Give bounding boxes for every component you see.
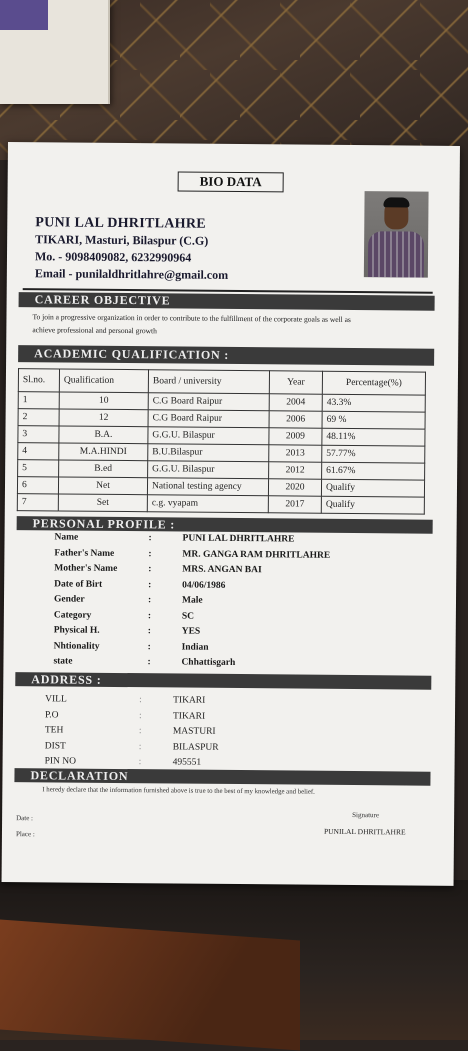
address-row <box>45 708 219 725</box>
address-value: TIKARI <box>173 695 206 706</box>
table-cell: 43.3% <box>322 394 425 412</box>
profile-label: Nhtionality <box>53 640 100 652</box>
colon: : <box>148 564 152 575</box>
table-cell: 61.67% <box>322 462 425 480</box>
address-row <box>45 723 219 740</box>
address-row <box>45 739 219 756</box>
address-label: VILL <box>45 694 67 705</box>
career-objective-heading: CAREER OBJECTIVE <box>19 292 435 311</box>
table-cell: B.ed <box>59 460 148 478</box>
academic-heading: ACADEMIC QUALIFICATION : <box>18 345 434 366</box>
profile-label: Category <box>53 609 92 621</box>
table-cell: 12 <box>59 409 148 427</box>
signature-label: Signature <box>352 811 380 820</box>
colon: : <box>147 610 152 621</box>
profile-photo <box>364 191 429 278</box>
career-line-2: achieve professional and personal growth <box>32 325 157 336</box>
table-cell: 1 <box>18 392 59 409</box>
table-cell: 10 <box>59 392 148 410</box>
table-cell: 5 <box>18 460 59 477</box>
table-cell: Net <box>58 477 147 495</box>
profile-value: MRS. ANGAN BAI <box>182 564 262 576</box>
profile-label: Physical H. <box>53 625 100 636</box>
table-cell: c.g. vyapam <box>147 495 268 513</box>
table-header-cell: Board / university <box>148 370 269 394</box>
colon: : <box>147 657 151 668</box>
bio-data-document <box>2 142 460 886</box>
table-cell: G.G.U. Bilaspur <box>148 461 269 479</box>
blue-paper-corner <box>0 0 48 30</box>
table-cell: 2009 <box>269 428 322 445</box>
profile-label: Gender <box>53 594 85 605</box>
place-label: Place : <box>15 830 35 839</box>
table-header-cell: Qualification <box>59 369 148 393</box>
personal-profile-list <box>53 530 330 672</box>
profile-value: Indian <box>181 642 209 653</box>
profile-label: Father's Name <box>54 547 115 559</box>
profile-row <box>53 654 329 672</box>
applicant-address: TIKARI, Masturi, Bilaspur (C.G) <box>35 232 209 248</box>
applicant-mobile: Mo. - 9098409082, 6232990964 <box>34 249 192 265</box>
table-cell: 4 <box>18 443 59 460</box>
profile-value: PUNI LAL DHRITLAHRE <box>182 533 295 545</box>
address-value: TIKARI <box>172 710 206 722</box>
table-cell: 2012 <box>269 462 322 479</box>
table-cell: C.G Board Raipur <box>148 410 269 428</box>
address-label: TEH <box>44 725 64 736</box>
table-cell: B.U.Bilaspur <box>148 444 269 462</box>
photo-hair <box>383 197 409 207</box>
colon: : <box>147 595 152 606</box>
address-heading: ADDRESS : <box>15 672 431 690</box>
table-cell: 2020 <box>268 479 321 496</box>
date-label: Date : <box>16 814 34 823</box>
address-label: DIST <box>44 740 66 752</box>
colon: : <box>138 710 142 721</box>
declaration-heading: DECLARATION <box>14 768 430 786</box>
applicant-email: Email - punilaldhritlahre@gmail.com <box>34 266 229 282</box>
colon: : <box>139 695 142 706</box>
address-value: BILASPUR <box>172 741 219 753</box>
table-cell: 2004 <box>269 394 322 411</box>
colon: : <box>138 757 142 768</box>
profile-label: state <box>53 656 73 667</box>
table-cell: 57.77% <box>322 445 425 463</box>
table-cell: Qualify <box>321 496 424 514</box>
colon: : <box>138 741 142 752</box>
applicant-name: PUNI LAL DHRITLAHRE <box>35 215 206 232</box>
profile-label: Name <box>54 532 79 543</box>
address-label: PIN NO <box>44 756 77 767</box>
table-cell: 48.11% <box>322 428 425 446</box>
profile-label: Mother's Name <box>54 563 118 574</box>
address-list <box>45 692 220 771</box>
table-header-cell: Sl.no. <box>18 369 59 392</box>
paper-stack-photo <box>0 0 110 104</box>
career-line-1: To join a progressive organization in order to contribute to the fulfillment of the corporate goals as well as <box>32 312 351 324</box>
table-cell: C.G Board Raipur <box>148 393 269 411</box>
profile-label: Date of Birt <box>54 578 103 590</box>
signature-name: PUNILAL DHRITLAHRE <box>323 826 406 837</box>
academic-table <box>17 368 426 515</box>
colon: : <box>138 726 142 737</box>
profile-value: Male <box>181 595 203 606</box>
table-cell: National testing agency <box>147 478 268 496</box>
address-value: MASTURI <box>172 726 216 737</box>
table-cell: M.A.HINDI <box>59 443 148 461</box>
table-cell: Set <box>58 494 147 512</box>
colon: : <box>148 548 152 559</box>
contact-block <box>35 214 229 284</box>
profile-value: Chhattisgarh <box>181 657 236 669</box>
profile-value: YES <box>181 626 201 637</box>
declaration-text: I heredy declare that the information furnished above is true to the best of my knowledge and belief. <box>42 786 315 796</box>
profile-value: MR. GANGA RAM DHRITLAHRE <box>182 549 331 561</box>
table-cell: G.G.U. Bilaspur <box>148 427 269 445</box>
table-row <box>17 494 424 515</box>
table-cell: Qualify <box>321 479 424 497</box>
address-label: P.O <box>44 709 59 720</box>
address-value: 495551 <box>172 757 202 768</box>
profile-value: SC <box>181 611 195 622</box>
table-cell: B.A. <box>59 426 148 444</box>
table-cell: 2017 <box>268 496 321 513</box>
colon: : <box>147 626 151 637</box>
address-row <box>45 692 219 709</box>
profile-value: 04/06/1986 <box>182 580 226 591</box>
background-cloth <box>0 920 300 1051</box>
colon: : <box>148 533 152 544</box>
career-objective-text <box>32 310 422 339</box>
personal-profile-heading: PERSONAL PROFILE : <box>17 516 433 534</box>
table-cell: 2 <box>18 409 59 426</box>
document-title: BIO DATA <box>178 171 284 192</box>
table-cell: 3 <box>18 426 59 443</box>
table-header-cell: Percentage(%) <box>322 371 425 395</box>
table-cell: 2006 <box>269 411 322 428</box>
table-cell: 6 <box>17 477 58 494</box>
table-cell: 69 % <box>322 411 425 429</box>
table-cell: 2013 <box>269 445 322 462</box>
table-header-cell: Year <box>269 371 322 394</box>
colon: : <box>147 641 151 652</box>
colon: : <box>148 579 152 590</box>
photo-shirt <box>368 231 424 277</box>
table-cell: 7 <box>17 494 58 511</box>
